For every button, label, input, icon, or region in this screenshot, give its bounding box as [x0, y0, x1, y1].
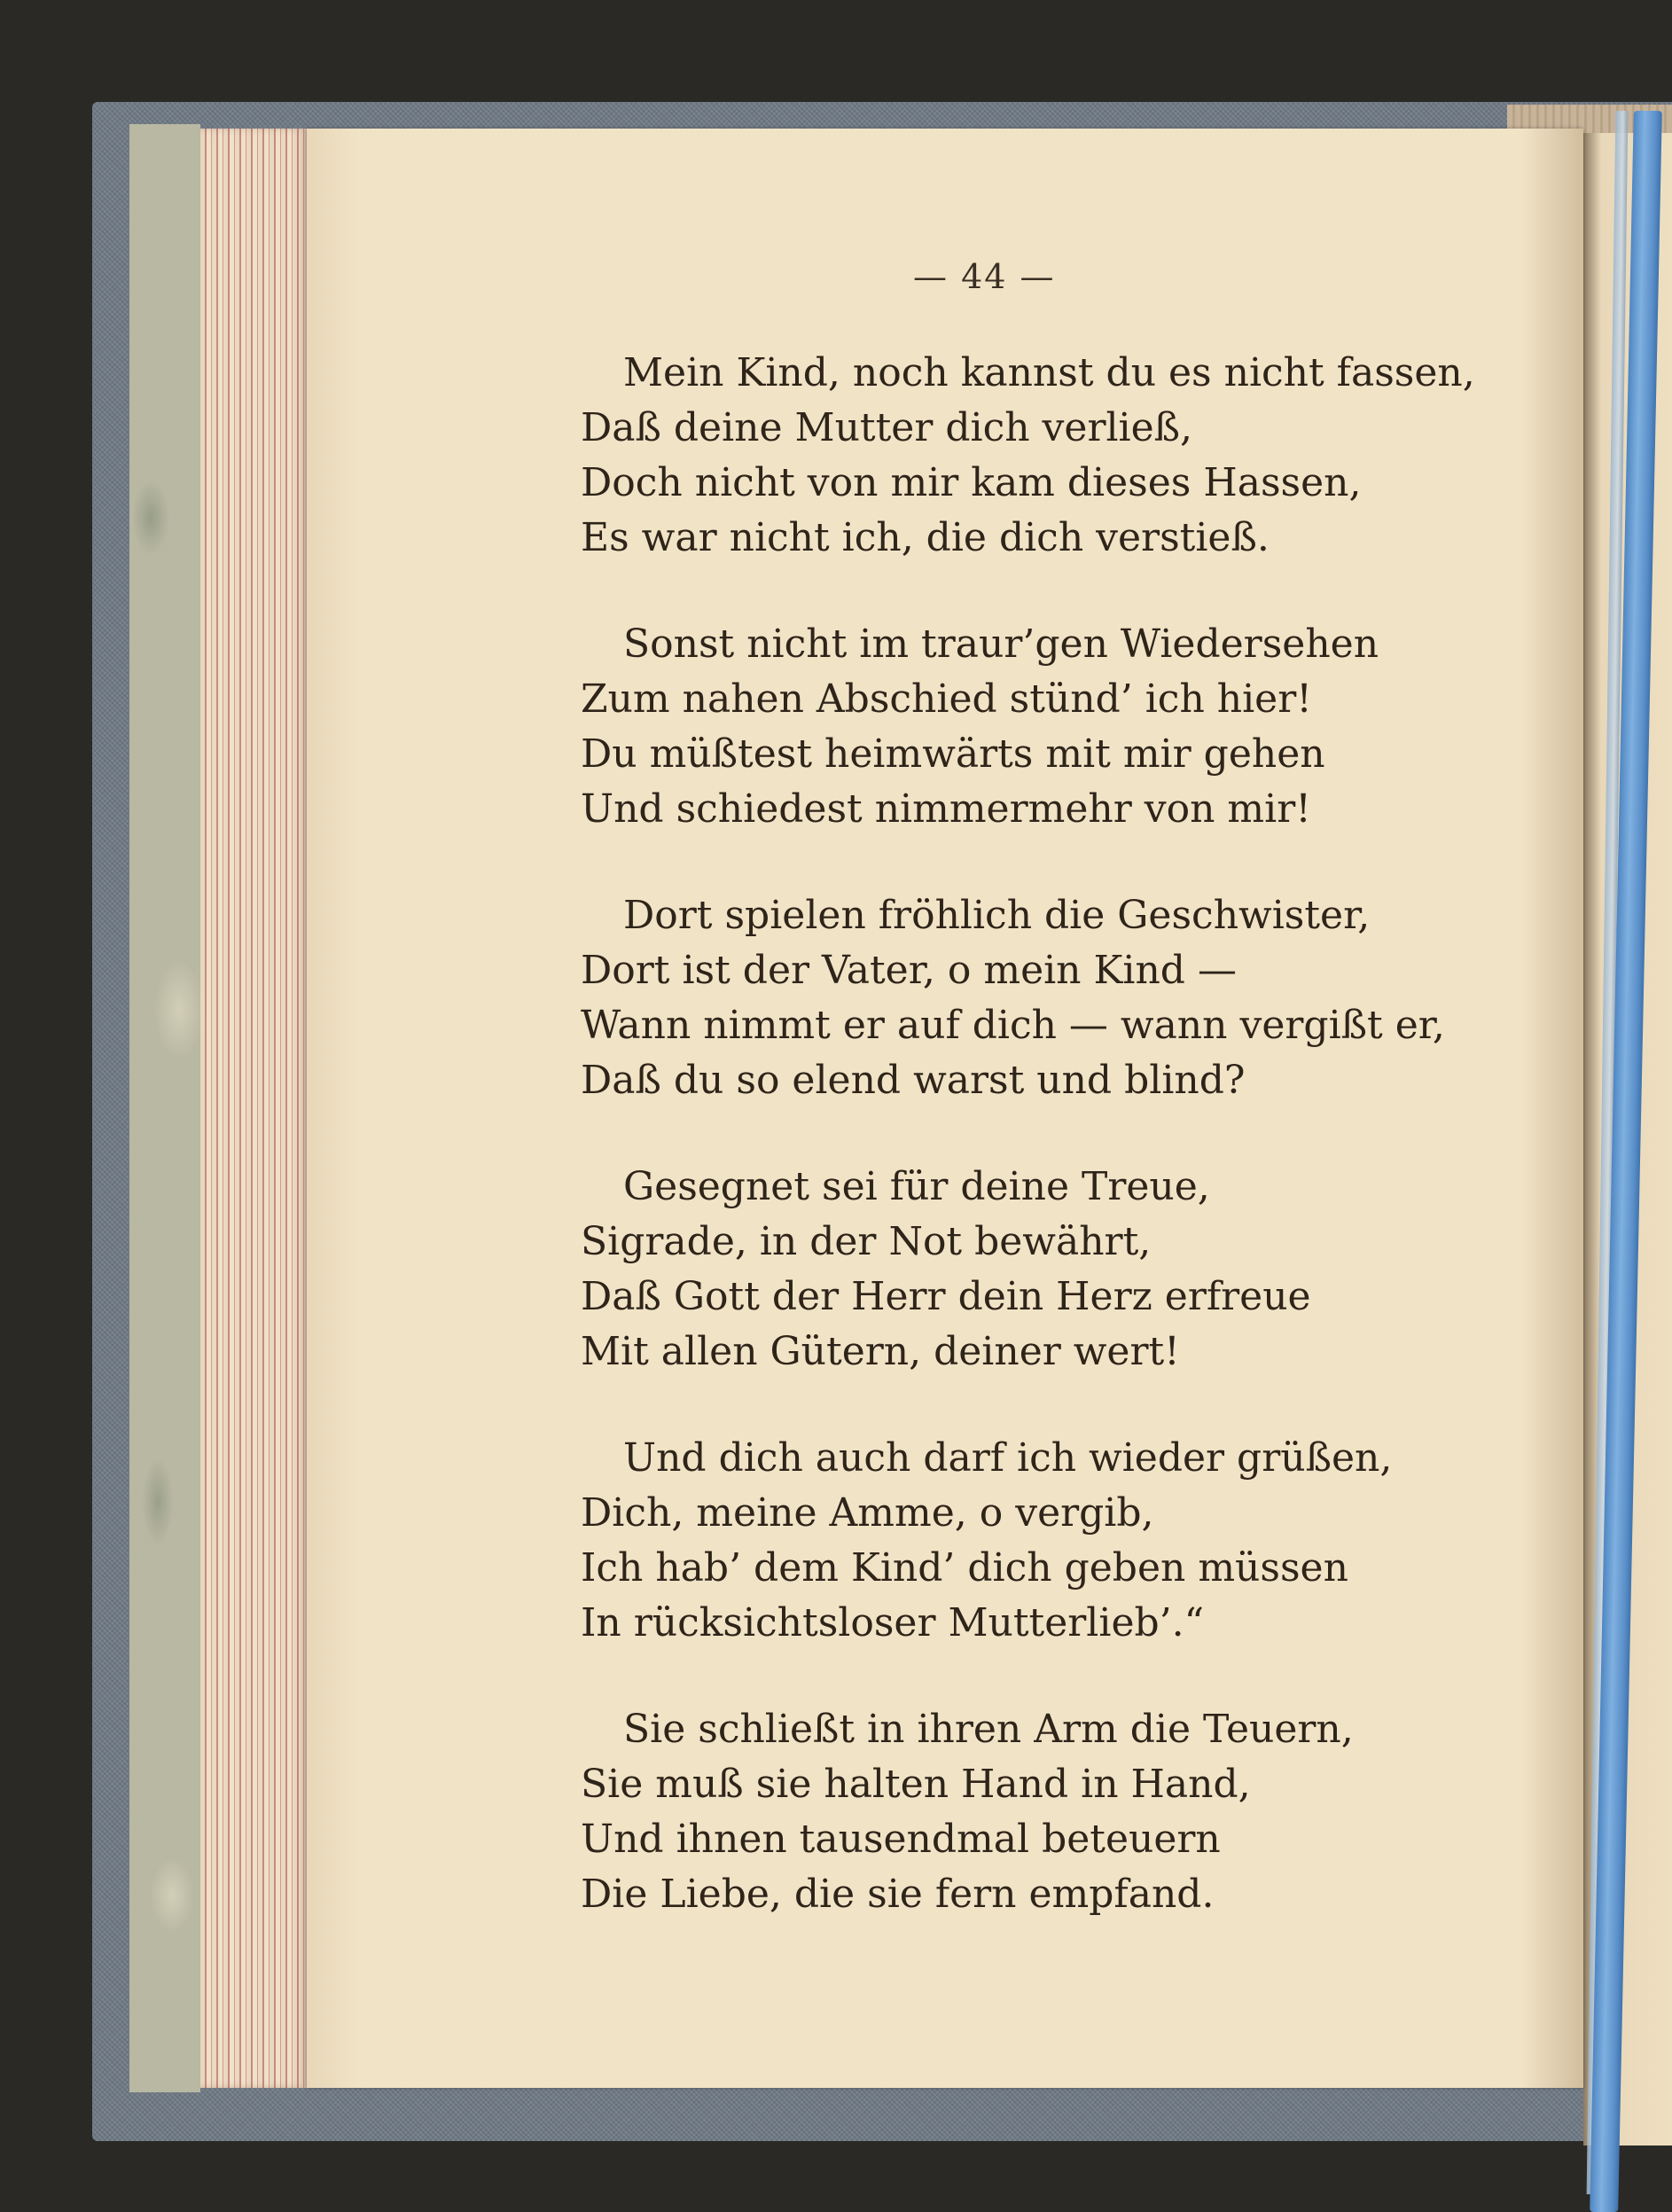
- poem-line: Gesegnet sei für deine Treue,: [623, 1164, 1210, 1209]
- poem-line: Ich hab’ dem Kind’ dich geben müssen: [581, 1545, 1348, 1591]
- stanza: [581, 346, 1520, 566]
- poem: [581, 346, 1520, 1974]
- poem-line: Dich, meine Amme, o vergib,: [581, 1490, 1154, 1536]
- stanza: [581, 617, 1520, 837]
- poem-line: Es war nicht ich, die dich verstieß.: [581, 515, 1270, 560]
- poem-line: Und dich auch darf ich wieder grüßen,: [623, 1435, 1393, 1481]
- poem-line: Sonst nicht im traur’gen Wiedersehen: [623, 621, 1379, 667]
- page-edges: [200, 129, 307, 2088]
- poem-line: Zum nahen Abschied stünd’ ich hier!: [581, 676, 1312, 722]
- poem-line: Mein Kind, noch kannst du es nicht fassen,: [623, 350, 1475, 395]
- poem-line: Mit allen Gütern, deiner wert!: [581, 1329, 1180, 1374]
- poem-line: Du müßtest heimwärts mit mir gehen: [581, 731, 1325, 777]
- poem-line: In rücksichtsloser Mutterlieb’.“: [581, 1600, 1205, 1645]
- poem-line: Die Liebe, die sie fern empfand.: [581, 1872, 1215, 1917]
- poem-line: Wann nimmt er auf dich — wann vergißt er,: [581, 1003, 1445, 1048]
- poem-line: Sigrade, in der Not bewährt,: [581, 1219, 1152, 1264]
- poem-line: Sie muß sie halten Hand in Hand,: [581, 1762, 1251, 1807]
- stanza: [581, 1160, 1520, 1380]
- poem-line: Sie schließt in ihren Arm die Teuern,: [623, 1707, 1354, 1752]
- stanza: [581, 1702, 1520, 1922]
- poem-line: Daß du so elend warst und blind?: [581, 1058, 1246, 1103]
- poem-line: Und schiedest nimmermehr von mir!: [581, 786, 1311, 832]
- poem-line: Dort spielen fröhlich die Geschwister,: [623, 893, 1371, 938]
- page-number: — 44 —: [913, 257, 1056, 296]
- poem-line: Dort ist der Vater, o mein Kind —: [581, 948, 1237, 993]
- poem-line: Und ihnen tausendmal beteuern: [581, 1817, 1221, 1862]
- stanza: [581, 1431, 1520, 1651]
- poem-line: Daß Gott der Herr dein Herz erfreue: [581, 1274, 1311, 1319]
- poem-line: Doch nicht von mir kam dieses Hassen,: [581, 460, 1362, 505]
- poem-line: Daß deine Mutter dich verließ,: [581, 405, 1193, 450]
- marbled-endpaper: [129, 124, 200, 2092]
- stanza: [581, 888, 1520, 1108]
